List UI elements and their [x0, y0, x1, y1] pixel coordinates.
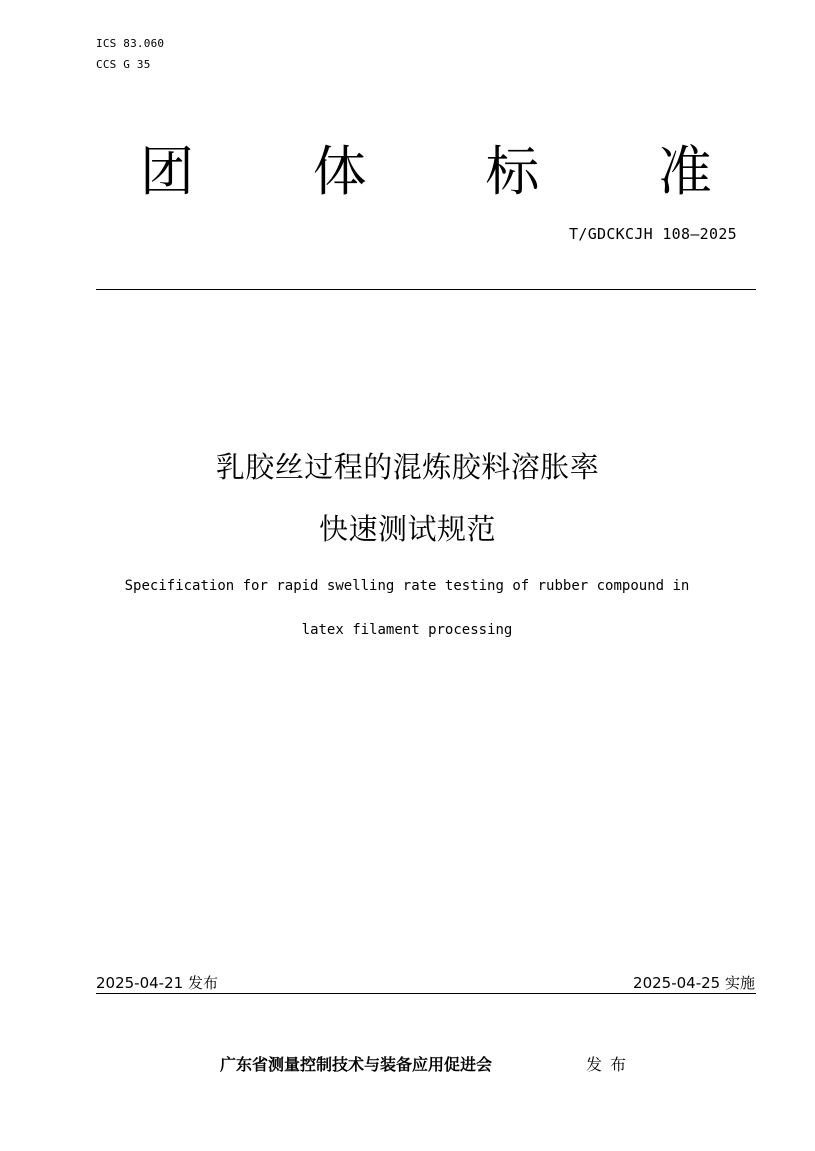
publisher-name: 广东省测量控制技术与装备应用促进会 — [220, 1055, 493, 1074]
chinese-title-line-1: 乳胶丝过程的混炼胶料溶胀率 — [215, 450, 600, 484]
english-title-line-1: Specification for rapid swelling rate testing of rubber compound in — [124, 578, 690, 594]
standard-type-heading — [96, 140, 756, 204]
implement-date: 2025-04-25 实施 — [633, 974, 755, 992]
standard-type-char: 标 — [485, 140, 540, 203]
standard-type-char: 准 — [657, 140, 712, 203]
chinese-title-line-2: 快速测试规范 — [318, 512, 496, 546]
issue-date: 2025-04-21 发布 — [96, 974, 218, 992]
english-title-line-2: latex filament processing — [301, 622, 513, 638]
standard-type-char: 团 — [140, 140, 194, 203]
top-divider — [96, 289, 756, 290]
ics-code: ICS 83.060 — [96, 37, 165, 50]
publisher-action: 发布 — [586, 1055, 635, 1074]
bottom-divider — [96, 993, 756, 994]
standard-type-char: 体 — [312, 140, 367, 203]
standard-number: T/GDCKCJH 108—2025 — [569, 225, 737, 243]
ccs-code: CCS G 35 — [96, 58, 151, 71]
